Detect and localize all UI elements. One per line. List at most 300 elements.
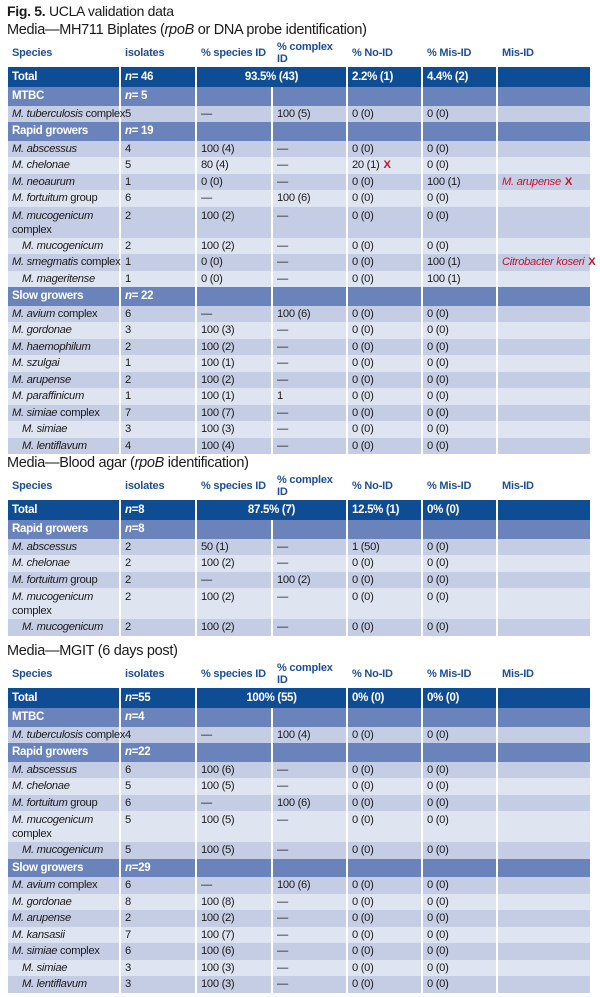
mis-id-name-cell (498, 619, 590, 636)
mis-id-name-cell (498, 207, 590, 238)
isolates-cell: 3 (121, 960, 195, 977)
isolates-cell: 6 (121, 190, 195, 207)
mis-id-cell: 0 (0) (423, 910, 496, 927)
species-qualifier: complex (54, 307, 98, 320)
group-n (121, 287, 195, 306)
species-cell (8, 795, 119, 812)
species-id-cell: — (197, 572, 271, 589)
isolates-cell: 6 (121, 795, 195, 812)
table-row (8, 976, 590, 993)
mis-id-name-cell (498, 372, 590, 389)
isolates-cell: 7 (121, 405, 195, 422)
mis-id-cell: 0 (0) (423, 322, 496, 339)
total-label: Total (8, 67, 119, 87)
species-name: M. mucogenicum (22, 239, 103, 252)
mis-id-name-cell (498, 811, 590, 842)
table-row (8, 894, 590, 911)
complex-id-cell: — (273, 555, 346, 572)
mis-id-cell: 0 (0) (423, 157, 496, 174)
table-block-mgit (0, 643, 600, 993)
table-block-blood-agar (0, 455, 600, 636)
no-id-value: 0 (0) (352, 728, 374, 741)
no-id-value: 1 (50) (352, 540, 380, 553)
results-table (6, 40, 596, 454)
column-header: % species ID (201, 47, 266, 59)
complex-id-cell: — (273, 811, 346, 842)
group-empty-cell (348, 743, 421, 762)
group-empty-cell (273, 708, 346, 727)
species-qualifier: complex (82, 107, 126, 120)
species-cell (8, 960, 119, 977)
total-species-complex: 93.5% (43) (197, 67, 346, 87)
total-species-complex: 87.5% (7) (197, 500, 346, 520)
species-id-cell: 0 (0) (197, 254, 271, 271)
group-empty-cell (273, 87, 346, 106)
mis-id-cell: 100 (1) (423, 174, 496, 191)
table-row (8, 539, 590, 556)
species-id-cell: 100 (6) (197, 943, 271, 960)
species-name: M. fortuitum (12, 796, 68, 809)
group-empty-cell (423, 859, 496, 878)
no-id-value: 0 (0) (352, 390, 374, 402)
no-id-value: 0 (0) (352, 192, 374, 204)
column-header: % No-ID (352, 480, 393, 492)
mis-id-name-cell (498, 555, 590, 572)
group-empty-cell (498, 743, 590, 762)
no-id-cell (348, 619, 421, 636)
species-name: M. mageritense (22, 272, 95, 285)
results-table (6, 661, 592, 993)
mis-id-cell: 0 (0) (423, 572, 496, 589)
mis-id-cell: 0 (0) (423, 238, 496, 255)
isolates-cell: 8 (121, 894, 195, 911)
species-qualifier: complex (78, 256, 121, 268)
media-title-italic: rpoB (164, 22, 194, 38)
mis-id-name-cell (498, 894, 590, 911)
table-row (8, 271, 590, 288)
group-n (121, 859, 195, 878)
species-id-cell: 0 (0) (197, 271, 271, 288)
no-id-cell (348, 762, 421, 779)
species-name: M. mucogenicum (22, 621, 103, 633)
mis-id-name-cell (498, 405, 590, 422)
mis-id-name-cell (498, 842, 590, 859)
table-row (8, 588, 590, 619)
column-header: % complex ID (277, 474, 333, 498)
no-id-value: 0 (0) (352, 209, 374, 222)
table-row (8, 190, 590, 207)
group-empty-cell (197, 708, 271, 727)
media-title-suffix: or DNA probe identification) (193, 22, 367, 38)
mis-id-cell: 0 (0) (423, 778, 496, 795)
species-cell (8, 727, 126, 744)
mis-id-name-cell (498, 539, 590, 556)
complex-id-cell: — (273, 588, 346, 619)
no-id-cell (348, 555, 421, 572)
mis-id-name-cell (498, 388, 590, 405)
group-n (121, 87, 195, 106)
species-qualifier: complex (57, 406, 100, 419)
species-id-cell: 100 (2) (197, 207, 271, 238)
complex-id-cell: — (273, 960, 346, 977)
table-row (8, 811, 590, 842)
column-header: % species ID (201, 668, 266, 680)
n-symbol: n (125, 125, 132, 138)
species-cell (8, 372, 119, 389)
isolates-cell: 4 (121, 141, 195, 158)
species-name: M. simiae (22, 961, 68, 974)
isolates-cell: 6 (121, 762, 195, 779)
mis-id-name-cell (498, 271, 590, 288)
mis-id-cell: 0 (0) (423, 811, 496, 842)
mis-id-cell: 0 (0) (423, 405, 496, 422)
isolates-cell: 7 (121, 927, 195, 944)
mis-id-cell: 0 (0) (423, 539, 496, 556)
group-empty-cell (197, 743, 271, 762)
species-cell (8, 539, 119, 556)
n-value: =22 (131, 746, 151, 759)
total-n (121, 688, 195, 708)
mis-id-cell: 0 (0) (423, 190, 496, 207)
isolates-cell: 2 (121, 572, 195, 589)
complex-id-cell: 100 (4) (273, 727, 346, 744)
complex-id-cell: — (273, 157, 346, 174)
n-value: =8 (131, 523, 145, 536)
total-mis-id: 0% (0) (423, 688, 496, 708)
n-symbol: n (125, 504, 132, 516)
isolates-cell: 1 (121, 254, 195, 271)
group-empty-cell (197, 122, 271, 141)
total-n (121, 500, 195, 520)
no-id-cell (348, 106, 421, 123)
no-id-value: 0 (0) (352, 307, 374, 320)
group-empty-cell (423, 520, 496, 539)
species-name: M. tuberculosis (12, 728, 83, 741)
complex-id-cell: — (273, 438, 346, 455)
mis-id-name-cell (498, 322, 590, 339)
species-cell (8, 190, 119, 207)
mis-id-name-cell (498, 306, 590, 323)
mis-id-cell: 0 (0) (423, 976, 496, 993)
species-id-cell: 50 (1) (197, 539, 271, 556)
complex-id-cell: — (273, 174, 346, 191)
species-name: M. tuberculosis (12, 107, 83, 120)
mis-id-cell: 0 (0) (423, 762, 496, 779)
isolates-cell: 2 (121, 588, 195, 619)
x-mark-icon: X (383, 159, 391, 171)
table-row (8, 157, 590, 174)
media-title-prefix: Media—MH711 Biplates ( (7, 22, 165, 38)
total-mis-id-name (498, 688, 590, 708)
group-empty-cell (273, 859, 346, 878)
species-id-cell: 100 (5) (197, 811, 271, 842)
group-empty-cell (498, 122, 590, 141)
isolates-cell: 2 (121, 207, 195, 238)
complex-id-cell: 100 (6) (273, 795, 346, 812)
group-empty-cell (423, 287, 496, 306)
complex-id-cell: 100 (6) (273, 877, 346, 894)
group-empty-cell (423, 708, 496, 727)
table-row (8, 762, 590, 779)
no-id-cell (348, 207, 421, 238)
no-id-cell (348, 190, 421, 207)
group-empty-cell (348, 87, 421, 106)
no-id-value: 0 (0) (352, 814, 374, 826)
no-id-cell (348, 778, 421, 795)
no-id-cell (348, 339, 421, 356)
total-no-id: 2.2% (1) (348, 67, 421, 87)
mis-id-cell: 0 (0) (423, 555, 496, 572)
species-cell (8, 238, 119, 255)
column-header: % Mis-ID (427, 668, 472, 680)
group-label: MTBC (8, 708, 119, 727)
total-mis-id: 4.4% (2) (423, 67, 496, 87)
column-header: % No-ID (352, 47, 393, 59)
no-id-value: 0 (0) (352, 621, 374, 633)
table-row (8, 405, 590, 422)
mis-id-cell: 0 (0) (423, 795, 496, 812)
species-qualifier: group (67, 573, 98, 586)
table-row (8, 877, 590, 894)
table-row (8, 572, 590, 589)
n-value: =8 (131, 504, 145, 516)
table-row (8, 254, 590, 271)
table-block-mh711 (0, 22, 600, 454)
mis-id-cell: 0 (0) (423, 388, 496, 405)
no-id-value: 0 (0) (352, 573, 374, 586)
table-row (8, 388, 590, 405)
n-value: = 46 (131, 71, 154, 83)
species-cell (8, 388, 119, 405)
species-cell (8, 438, 119, 455)
column-header: Species (12, 47, 53, 59)
no-id-value: 0 (0) (352, 406, 374, 419)
species-name: M. gordonae (12, 324, 72, 336)
species-cell (8, 588, 119, 619)
complex-id-cell: — (273, 141, 346, 158)
mis-id-cell: 0 (0) (423, 943, 496, 960)
species-name: M. arupense (12, 373, 71, 386)
mis-id-name-cell (498, 339, 590, 356)
media-title (7, 643, 600, 660)
species-id-cell: 100 (7) (197, 927, 271, 944)
table-row (8, 207, 590, 238)
no-id-cell (348, 372, 421, 389)
mis-id-name-cell (498, 254, 596, 271)
x-mark-icon: X (588, 256, 596, 268)
species-cell (8, 555, 119, 572)
no-id-value: 20 (1) (352, 159, 380, 171)
column-header: % Mis-ID (427, 480, 472, 492)
species-qualifier: group (67, 192, 98, 204)
group-empty-cell (273, 122, 346, 141)
group-empty-cell (498, 859, 590, 878)
group-empty-cell (348, 859, 421, 878)
species-id-cell: 100 (4) (197, 141, 271, 158)
total-label: Total (8, 500, 119, 520)
species-qualifier: complex (12, 605, 52, 617)
n-value: =4 (131, 711, 145, 724)
isolates-cell: 5 (121, 106, 195, 123)
mis-id-name: Citrobacter koseri (502, 256, 585, 268)
species-id-cell: 100 (5) (197, 778, 271, 795)
no-id-cell (348, 141, 421, 158)
table-row (8, 141, 590, 158)
n-symbol: n (125, 861, 132, 874)
group-empty-cell (423, 122, 496, 141)
species-name: M. abscessus (12, 142, 77, 155)
species-cell (8, 174, 119, 191)
no-id-value: 0 (0) (352, 439, 374, 452)
mis-id-name-cell (498, 778, 590, 795)
species-id-cell: 100 (6) (197, 762, 271, 779)
species-id-cell: 100 (1) (197, 355, 271, 372)
n-value: =55 (131, 692, 151, 704)
species-id-cell: — (197, 106, 271, 123)
isolates-cell: 3 (121, 322, 195, 339)
no-id-value: 0 (0) (352, 780, 374, 792)
species-cell (8, 141, 119, 158)
media-title-suffix: identification) (164, 455, 249, 471)
total-no-id: 0% (0) (348, 688, 421, 708)
table-row (8, 727, 590, 744)
table-row (8, 619, 590, 636)
species-name: M. simiae (12, 406, 58, 419)
species-qualifier: complex (12, 828, 52, 840)
species-qualifier: complex (82, 728, 126, 741)
species-cell (8, 842, 119, 859)
species-id-cell: 100 (3) (197, 322, 271, 339)
complex-id-cell: 100 (6) (273, 190, 346, 207)
no-id-cell (348, 572, 421, 589)
no-id-value: 0 (0) (352, 591, 374, 603)
complex-id-cell: — (273, 539, 346, 556)
species-id-cell: 100 (2) (197, 555, 271, 572)
n-value: = 5 (131, 90, 148, 103)
group-label: Rapid growers (8, 743, 119, 762)
group-label: MTBC (8, 87, 119, 106)
species-name: M. abscessus (12, 763, 77, 776)
species-name: M. lentiflavum (22, 978, 87, 990)
species-cell (8, 207, 119, 238)
n-symbol: n (125, 290, 132, 303)
mis-id-cell: 0 (0) (423, 877, 496, 894)
column-header: % species ID (201, 480, 266, 492)
group-empty-cell (348, 520, 421, 539)
isolates-cell: 3 (121, 976, 195, 993)
table-row (8, 306, 590, 323)
no-id-value: 0 (0) (352, 763, 374, 776)
isolates-cell: 2 (121, 555, 195, 572)
total-no-id: 12.5% (1) (348, 500, 421, 520)
mis-id-name: M. arupense (502, 175, 561, 188)
no-id-cell (348, 388, 421, 405)
species-cell (8, 976, 119, 993)
group-empty-cell (273, 287, 346, 306)
species-id-cell: 0 (0) (197, 174, 271, 191)
isolates-cell: 4 (121, 727, 195, 744)
total-row (8, 500, 590, 520)
group-empty-cell (348, 122, 421, 141)
mis-id-name-cell (498, 762, 590, 779)
species-id-cell: — (197, 795, 271, 812)
species-id-cell: — (197, 877, 271, 894)
isolates-cell: 2 (121, 372, 195, 389)
isolates-cell: 2 (121, 910, 195, 927)
group-empty-cell (498, 287, 590, 306)
mis-id-cell: 0 (0) (423, 355, 496, 372)
mis-id-cell: 0 (0) (423, 372, 496, 389)
isolates-cell: 5 (121, 157, 195, 174)
n-symbol: n (125, 523, 132, 536)
isolates-cell: 5 (121, 842, 195, 859)
species-name: M. smegmatis (12, 256, 79, 268)
mis-id-name-cell (498, 174, 590, 191)
no-id-cell (348, 174, 421, 191)
mis-id-cell: 0 (0) (423, 960, 496, 977)
media-title-italic: rpoB (134, 455, 165, 471)
table-row (8, 322, 590, 339)
no-id-value: 0 (0) (352, 796, 374, 809)
group-label: Slow growers (8, 287, 119, 306)
column-header: Species (12, 480, 53, 492)
group-row (8, 520, 590, 539)
no-id-cell (348, 306, 421, 323)
no-id-cell (348, 894, 421, 911)
column-header: % Mis-ID (427, 47, 472, 59)
complex-id-cell: — (273, 943, 346, 960)
species-cell (8, 619, 119, 636)
species-name: M. mucogenicum (22, 844, 103, 856)
no-id-value: 0 (0) (352, 256, 374, 268)
species-cell (8, 943, 119, 960)
species-cell (8, 572, 119, 589)
no-id-cell (348, 842, 421, 859)
group-empty-cell (348, 708, 421, 727)
no-id-cell (348, 811, 421, 842)
no-id-cell (348, 355, 421, 372)
species-id-cell: 100 (4) (197, 438, 271, 455)
isolates-cell: 4 (121, 438, 195, 455)
species-name: M. lentiflavum (22, 439, 87, 452)
species-cell (8, 762, 119, 779)
no-id-value: 0 (0) (352, 357, 374, 369)
column-header: Mis-ID (502, 480, 534, 492)
species-id-cell: — (197, 727, 271, 744)
species-name: M. abscessus (12, 540, 77, 553)
column-header: Species (12, 668, 53, 680)
figure-label: Fig. 5. (7, 3, 46, 19)
complex-id-cell: 100 (2) (273, 572, 346, 589)
no-id-cell (348, 405, 421, 422)
n-symbol: n (125, 746, 132, 759)
no-id-cell (348, 943, 421, 960)
complex-id-cell: 100 (5) (273, 106, 346, 123)
complex-id-cell: — (273, 271, 346, 288)
mis-id-name-cell (498, 238, 590, 255)
species-cell (8, 927, 119, 944)
species-id-cell: 100 (2) (197, 619, 271, 636)
species-cell (8, 894, 119, 911)
mis-id-cell: 0 (0) (423, 588, 496, 619)
n-symbol: n (125, 692, 132, 704)
x-mark-icon: X (564, 175, 573, 188)
species-name: M. mucogenicum (12, 814, 93, 826)
column-header: % complex ID (277, 41, 333, 65)
no-id-cell (348, 588, 421, 619)
no-id-value: 0 (0) (352, 844, 374, 856)
species-id-cell: — (197, 190, 271, 207)
